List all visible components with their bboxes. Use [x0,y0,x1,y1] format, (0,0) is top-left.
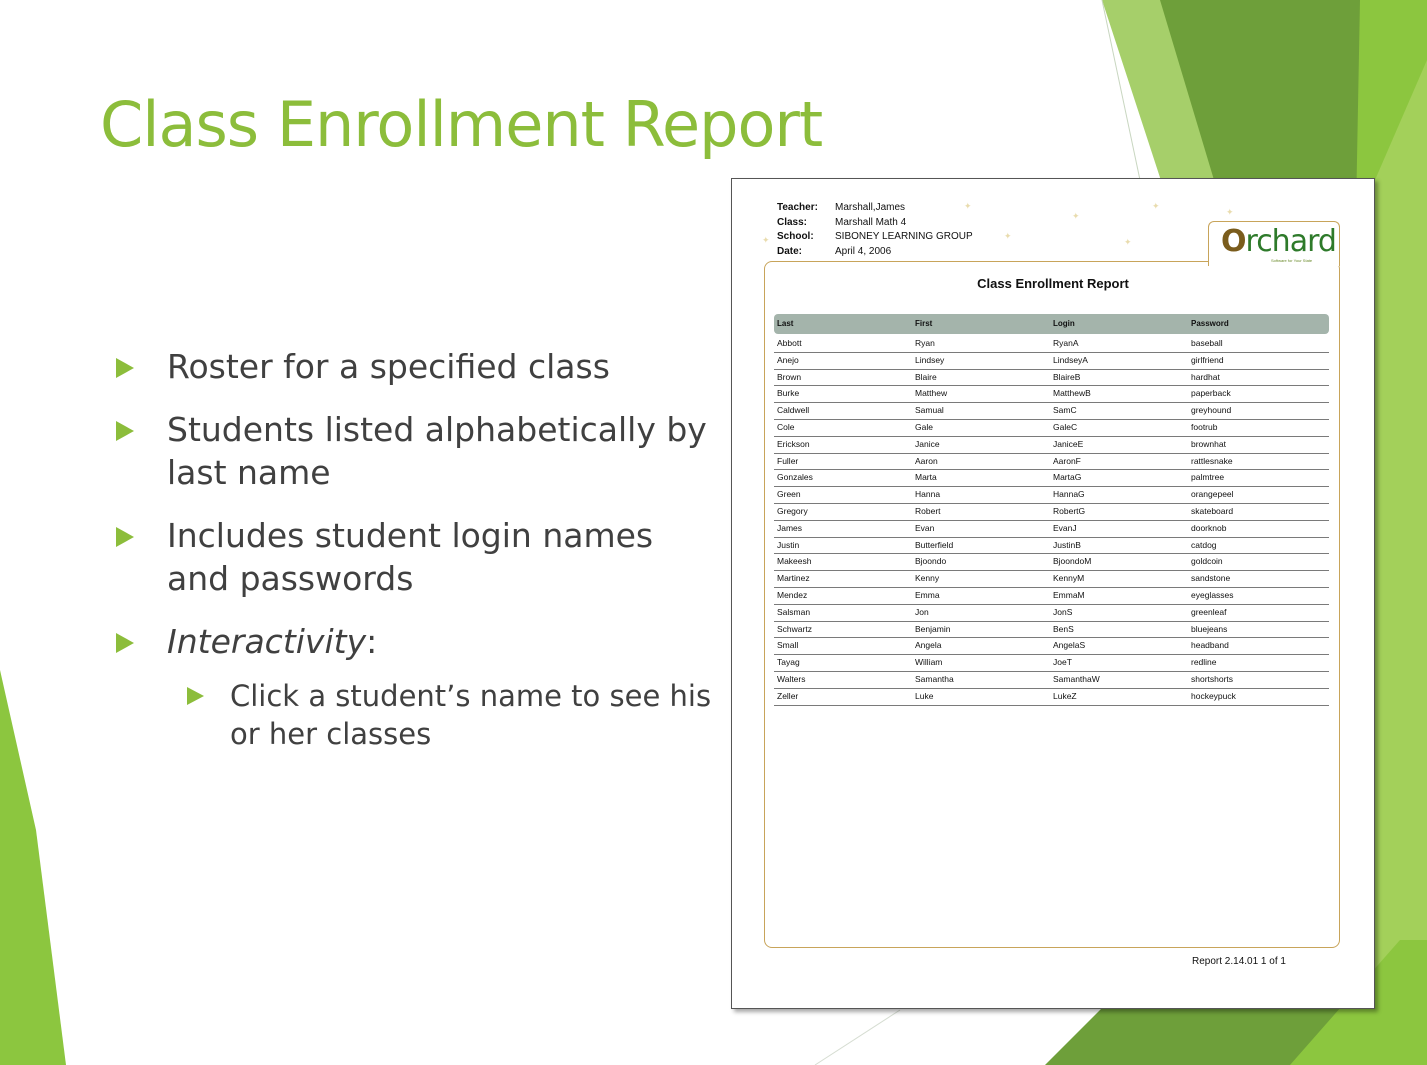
table-row [774,386,1329,403]
deco-lime-panel [1375,60,1427,1065]
cell-last[interactable]: Brown [777,371,802,382]
meta-value: Marshall Math 4 [835,216,907,228]
cell-last[interactable]: Salsman [777,606,811,617]
slide-title: Class Enrollment Report [100,88,823,161]
table-row [774,403,1329,420]
orchard-logo [1208,221,1340,266]
report-title: Class Enrollment Report [977,276,1129,291]
cell-first[interactable]: Matthew [915,388,948,399]
cell-last[interactable]: Erickson [777,438,810,449]
column-header-password: Password [1191,319,1229,328]
cell-login: KennyM [1053,573,1085,584]
cell-password: doorknob [1191,522,1227,533]
cell-password: sandstone [1191,573,1231,584]
cell-first[interactable]: Emma [915,589,940,600]
cell-last[interactable]: Caldwell [777,405,810,416]
cell-password: footrub [1191,421,1218,432]
cell-login: JonS [1053,606,1073,617]
cell-first[interactable]: Janice [915,438,940,449]
cell-first[interactable]: Samual [915,405,944,416]
cell-first[interactable]: Luke [915,690,934,701]
bullet-arrow-icon [116,421,134,441]
cell-password: greenleaf [1191,606,1227,617]
cell-first[interactable]: Samantha [915,673,954,684]
column-header-login: Login [1053,319,1075,328]
bullet-text: Students listed alphabetically by last name [167,410,707,492]
cell-first[interactable]: William [915,657,943,668]
cell-login: BenS [1053,623,1074,634]
cell-login: LukeZ [1053,690,1077,701]
star-icon: ✦ [964,201,972,211]
cell-last[interactable]: Mendez [777,589,808,600]
cell-login: SamanthaW [1053,673,1100,684]
cell-password: goldcoin [1191,556,1223,567]
cell-password: girlfriend [1191,354,1224,365]
table-row [774,638,1329,655]
cell-last[interactable]: Tayag [777,657,800,668]
cell-password: orangepeel [1191,489,1234,500]
cell-last[interactable]: Makeesh [777,556,812,567]
logo-word: rchard [1245,224,1336,259]
cell-login: BlaireB [1053,371,1081,382]
cell-password: hardhat [1191,371,1220,382]
cell-password: greyhound [1191,405,1232,416]
table-row [774,437,1329,454]
table-row [774,521,1329,538]
logo-letter: O [1221,224,1246,259]
table-row [774,504,1329,521]
cell-last[interactable]: Burke [777,388,800,399]
star-icon: ✦ [1004,231,1012,241]
cell-last[interactable]: Schwartz [777,623,812,634]
sub-bullet-item [112,677,712,753]
star-icon: ✦ [762,235,770,245]
table-row [774,470,1329,487]
star-icon: ✦ [1072,211,1080,221]
cell-password: rattlesnake [1191,455,1233,466]
cell-login: HannaG [1053,489,1085,500]
cell-first[interactable]: Gale [915,421,933,432]
cell-first[interactable]: Ryan [915,338,935,348]
star-icon: ✦ [1152,201,1160,211]
cell-login: MatthewB [1053,388,1091,399]
cell-login: SamC [1053,405,1077,416]
cell-first[interactable]: Hanna [915,489,941,500]
cell-first[interactable]: Robert [915,505,941,516]
table-row [774,487,1329,504]
bullet-item-interactivity [112,620,712,663]
cell-login: EmmaM [1053,589,1085,600]
cell-password: hockeypuck [1191,690,1236,701]
cell-login: MartaG [1053,472,1082,483]
cell-login: JustinB [1053,539,1081,550]
bullet-arrow-icon [116,633,134,653]
table-body [774,336,1329,706]
table-row [774,454,1329,471]
bullet-text: Roster for a specified class [167,347,610,386]
table-row [774,370,1329,387]
report-meta [777,201,973,259]
cell-last[interactable]: Abbott [777,338,802,348]
table-row [774,689,1329,706]
cell-login: EvanJ [1053,522,1077,533]
cell-password: eyeglasses [1191,589,1234,600]
cell-login: BjoondoM [1053,556,1092,567]
table-row [774,420,1329,437]
bullet-text: Includes student login names and passwords [167,516,654,598]
meta-value: Marshall,James [835,202,906,213]
meta-date [777,245,973,260]
table-row [774,588,1329,605]
cell-first[interactable]: Lindsey [915,354,945,365]
table-row [774,622,1329,639]
bullet-item [112,408,712,494]
table-row [774,672,1329,689]
table-row [774,655,1329,672]
bullet-arrow-icon [116,527,134,547]
cell-last[interactable]: Gregory [777,505,808,516]
meta-key: Teacher: [777,202,818,213]
table-row [774,538,1329,555]
cell-password: brownhat [1191,438,1226,449]
star-icon: ✦ [1124,237,1132,247]
cell-login: AaronF [1053,455,1081,466]
cell-login: RobertG [1053,505,1086,516]
report-footer: Report 2.14.01 1 of 1 [1192,956,1286,967]
cell-last[interactable]: Small [777,640,799,651]
cell-login: LindseyA [1053,354,1088,365]
cell-password: redline [1191,657,1217,668]
cell-last[interactable]: Walters [777,673,806,684]
meta-key: School: [777,231,814,242]
table-row [774,554,1329,571]
cell-login: JoeT [1053,657,1072,668]
column-header-first: First [915,319,933,328]
cell-last[interactable]: Justin [777,539,800,550]
meta-value: April 4, 2006 [835,245,892,257]
cell-password: shortshorts [1191,673,1234,684]
meta-value: SIBONEY LEARNING GROUP [835,231,973,242]
table-row [774,336,1329,353]
cell-login: GaleC [1053,421,1078,432]
cell-first[interactable]: Aaron [915,455,938,466]
cell-first[interactable]: Butterfield [915,539,954,550]
cell-first[interactable]: Jon [915,606,929,617]
deco-left-strip [0,670,66,1065]
report-screenshot [731,178,1375,1009]
cell-last[interactable]: Gonzales [777,472,813,483]
bullet-item [112,345,712,388]
cell-password: bluejeans [1191,623,1228,634]
bullet-arrow-icon [116,358,134,378]
cell-last[interactable]: James [777,522,803,533]
cell-password: skateboard [1191,505,1234,516]
cell-last[interactable]: Anejo [777,354,799,365]
meta-key: Class: [777,216,808,228]
interactivity-colon: : [366,622,378,661]
meta-school [777,230,973,245]
interactivity-label: Interactivity [167,622,367,661]
bullet-item [112,514,712,600]
cell-first[interactable]: Marta [915,472,937,483]
column-header-last: Last [777,319,794,328]
cell-login: AngelaS [1053,640,1086,651]
cell-last[interactable]: Fuller [777,455,799,466]
logo-text [1221,224,1336,259]
meta-class [777,216,973,231]
meta-key: Date: [777,245,803,257]
cell-last[interactable]: Green [777,489,801,500]
cell-first[interactable]: Kenny [915,573,940,584]
cell-password: catdog [1191,539,1217,550]
cell-last[interactable]: Martinez [777,573,810,584]
cell-last[interactable]: Cole [777,421,795,432]
cell-login: RyanA [1053,338,1079,348]
cell-first[interactable]: Angela [915,640,942,651]
table-row [774,605,1329,622]
bullet-list [112,345,712,753]
cell-first[interactable]: Benjamin [915,623,951,634]
cell-password: paperback [1191,388,1231,399]
sub-bullet-text: Click a student’s name to see his or her classes [230,679,712,751]
cell-first[interactable]: Evan [915,522,935,533]
meta-teacher [777,201,973,216]
logo-tagline: Software for Your State [1271,258,1313,263]
cell-password: palmtree [1191,472,1225,483]
cell-first[interactable]: Blaire [915,371,937,382]
cell-login: JaniceE [1053,438,1084,449]
star-icon: ✦ [1226,207,1234,217]
cell-password: headband [1191,640,1229,651]
table-header [774,314,1329,334]
deco-line [815,1010,900,1065]
table-row [774,353,1329,370]
table-row [774,571,1329,588]
cell-password: baseball [1191,338,1223,348]
sub-bullet-arrow-icon [187,687,204,705]
cell-first[interactable]: Bjoondo [915,556,947,567]
cell-last[interactable]: Zeller [777,690,799,701]
